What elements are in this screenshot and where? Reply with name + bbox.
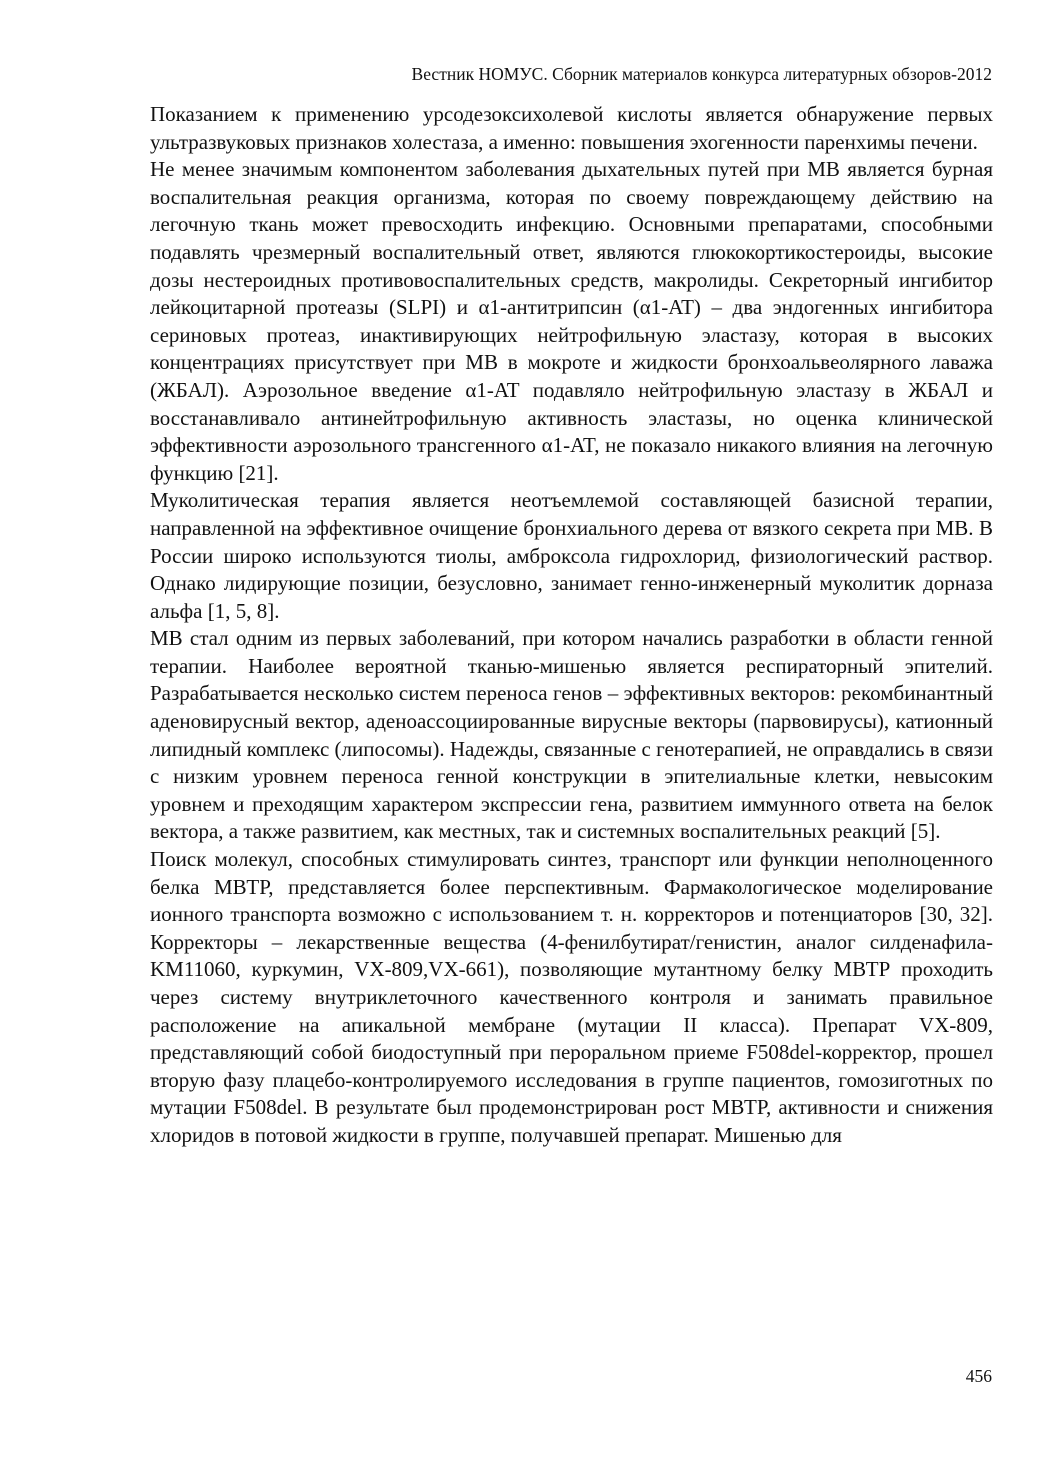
paragraph-mucolytic: Муколитическая терапия является неотъемлемой составляющей базисной терапии, направленной на эффективное очищение бронхиального дерева от вязкого секрета при МВ. В России широко используются тиолы, амброксола гидрохлорид, физиологический раствор. Однако лидирующие позиции, безусловно, занимает генно-инженерный муколитик дорназа альфа [1, 5, 8]. — [150, 488, 993, 623]
page-number: 456 — [965, 1366, 992, 1386]
paragraph-inflammation: Не менее значимым компонентом заболевания дыхательных путей при МВ является бурная воспалительная реакция организма, которая по своему повреждающему действию на легочную ткань может превосходить инфекцию. Основными препаратами, способными подавлять чрезмерный воспалительный ответ, являются глюкокортикостероиды, высокие дозы нестероидных противовоспалительных средств, макролиды. Секреторный ингибитор лейкоцитарной протеазы (SLPI) и α1-антитрипсин (α1-AT) – два эндогенных ингибитора сериновых протеаз, инактивирующих нейтрофильную эластазу, которая в высоких концентрациях присутствует при МВ в мокроте и жидкости бронхоальвеолярного лаважа (ЖБАЛ). Аэрозольное введение α1-AT подавляло нейтрофильную эластазу в ЖБАЛ и восстанавливало антинейтрофильную активность эластазы, но оценка клинической эффективности аэрозольного трансгенного α1-AT, не показало никакого влияния на легочную функцию [21]. — [150, 157, 993, 485]
paragraph-ursodeoxycholic: Показанием к применению урсодезоксихолевой кислоты является обнаружение первых ультразвуковых признаков холестаза, а именно: повышения эхогенности паренхимы печени. — [150, 102, 993, 154]
running-header: Вестник НОМУС. Сборник материалов конкурса литературных обзоров-2012 — [411, 64, 992, 84]
article-body — [150, 101, 993, 1150]
paragraph-correctors: Поиск молекул, способных стимулировать синтез, транспорт или функции неполноценного белка МВТР, представляется более перспективным. Фармакологическое моделирование ионного транспорта возможно с использованием т. н. корректоров и потенциаторов [30, 32]. Корректоры – лекарственные вещества (4-фенилбутират/генистин, аналог силденафила-KM11060, куркумин, VX-809,VX-661), позволяющие мутантному белку МВТР проходить через систему внутриклеточного качественного контроля и занимать правильное расположение на апикальной мембране (мутации II класса). Препарат VX-809, представляющий собой биодоступный при пероральном приеме F508del-корректор, прошел вторую фазу плацебо-контролируемого исследования в группе пациентов, гомозиготных по мутации F508del. В результате был продемонстрирован рост МВТР, активности и снижения хлоридов в потовой жидкости в группе, получавшей препарат. Мишенью для — [150, 847, 993, 1147]
paragraph-gene-therapy: МВ стал одним из первых заболеваний, при котором начались разработки в области генной терапии. Наиболее вероятной тканью-мишенью является респираторный эпителий. Разрабатывается несколько систем переноса генов – эффективных векторов: рекомбинантный аденовирусный вектор, аденоассоциированные вирусные векторы (парвовирусы), катионный липидный комплекс (липосомы). Надежды, связанные с генотерапией, не оправдались в связи с низким уровнем переноса генной конструкции в эпителиальные клетки, невысоким уровнем и преходящим характером экспрессии гена, развитием иммунного ответа на белок вектора, а также развитием, как местных, так и системных воспалительных реакций [5]. — [150, 626, 993, 844]
